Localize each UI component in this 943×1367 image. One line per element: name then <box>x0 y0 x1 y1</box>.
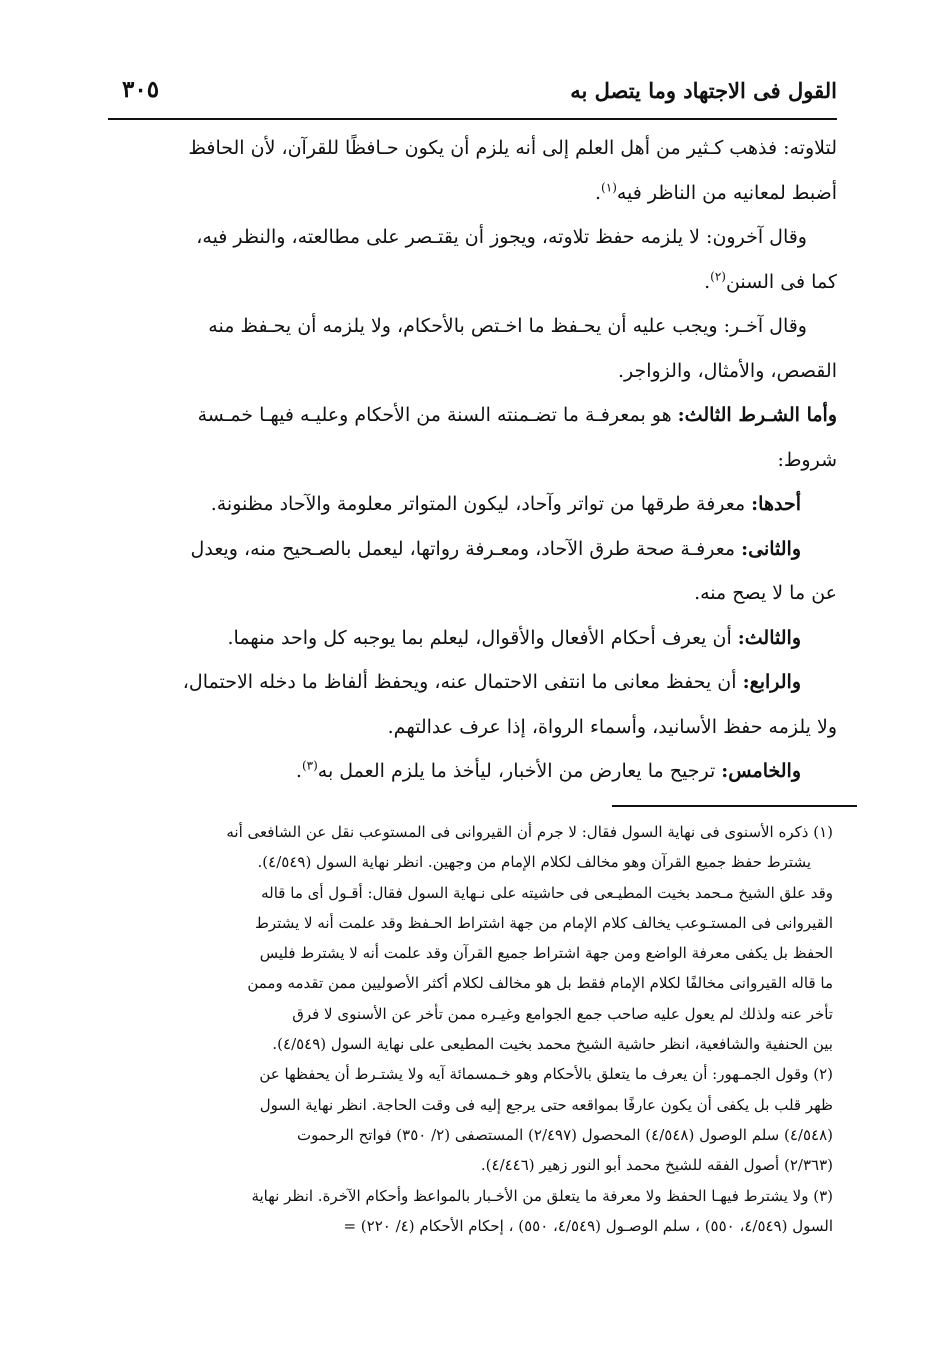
header-rule <box>108 118 837 120</box>
footnote-line: (٢/٣٦٣) أصول الفقه للشيخ محمد أبو النور زهير (٤/٤٤٦). <box>480 1156 833 1175</box>
list-item: والثانى: معرفـة صحة طرق الآحاد، ومعـرفة رواتها، ليعمل بالصـحيح منه، ويعدل <box>190 537 801 560</box>
section-heading: وأما الشـرط الثالث: <box>677 404 837 426</box>
footnote-ref[interactable]: (١) <box>601 180 617 195</box>
paragraph-line: أضبط لمعانيه من الناظر فيه$^{(١)}$. <box>595 180 837 204</box>
footnote-line: السول (٤/٥٤٩، ٥٥٠) ، سلم الوصـول (٤/٥٤٩، ٥٥٠) ، إحكام الأحكام (٤/ ٢٢٠) = <box>343 1216 833 1235</box>
paragraph-line: وقال آخـر: ويجب عليه أن يحـفظ ما اخـتص بالأحكام، ولا يلزمه أن يحـفظ منه <box>208 315 807 337</box>
list-item: والرابع: أن يحفظ معانى ما انتفى الاحتمال عنه، ويحفظ ألفاظ ما دخله الاحتمال، <box>182 671 801 693</box>
footnote-line: ما قاله القيروانى مخالفًا لكلام الإمام فقط بل هو مخالف لكلام أكثر الأصوليين ممن تقدمه وممن <box>247 974 833 993</box>
footnote-line: (٣) ولا يشترط فيهـا الحفظ ولا معرفة ما يتعلق من الأخـبار بالمواعظ وأحكام الآخرة. انظر نهاية <box>251 1186 833 1205</box>
paragraph-line: ولا يلزمه حفظ الأسانيد، وأسماء الرواة، إذا عرف عدالتهم. <box>387 715 837 738</box>
footnote-line: يشترط حفظ جميع القرآن وهو مخالف لكلام الإمام من وجهين. انظر نهاية السول (٤/٥٤٩). <box>257 853 811 872</box>
item-label: والخامس: <box>721 760 801 782</box>
paragraph-line: عن ما لا يصح منه. <box>694 582 837 604</box>
footnote-line: القيروانى فى المستـوعب يخالف كلام الإمام من جهة اشتراط الحـفظ وقد علمت أنه لا يشترط <box>255 913 833 932</box>
footnote-line: وقد علق الشيخ مـحمد بخيت المطيـعى فى حاشيته على نـهاية السول فقال: أقـول أى ما قاله <box>261 883 833 902</box>
paragraph-line: وأما الشـرط الثالث: هو بمعرفـة ما تضـمنته السنة من الأحكام وعليـه فيهـا خمـسة <box>197 404 837 426</box>
list-item: والثالث: أن يعرف أحكام الأفعال والأقوال، ليعلم بما يوجبه كل واحد منهما. <box>227 626 801 649</box>
footnote-line: (٢) وقول الجمـهور: أن يعرف ما يتعلق بالأحكام وهو خـمسمائة آيه ولا يشتـرط أن يحفظها عن <box>259 1065 833 1084</box>
running-header <box>108 72 837 112</box>
paragraph-line: كما فى السنن$^{(٢)}$. <box>704 269 837 293</box>
main-text <box>108 126 837 794</box>
paragraph-line: لتلاوته: فذهب كـثير من أهل العلم إلى أنه يلزم أن يكون حـافظًا للقرآن، لأن الحافظ <box>188 137 837 159</box>
paragraph-line: شروط: <box>777 448 837 471</box>
footnotes <box>108 817 833 1241</box>
footnote-ref[interactable]: (٣) <box>301 758 318 773</box>
list-item: أحدها: معرفة طرقها من تواتر وآحاد، ليكون المتواتر معلومة والآحاد مظنونة. <box>210 493 801 515</box>
item-label: والثانى: <box>741 537 801 560</box>
running-title: القول فى الاجتهاد وما يتصل به <box>570 78 837 103</box>
item-label: والرابع: <box>742 671 801 693</box>
footnote-line: (٤/٥٤٨) سلم الوصول (٤/٥٤٨) المحصول (٢/٤٩٧) المستصفى (٢/ ٣٥٠) فواتح الرحموت <box>297 1125 833 1144</box>
footnote-line: ظهر قلب بل يكفى أن يكون عارفًا بمواقعه حتى يرجع إليه فى وقت الحاجة. انظر نهاية السول <box>259 1095 833 1114</box>
item-label: أحدها: <box>751 493 801 515</box>
paragraph-line: وقال آخرون: لا يلزمه حفظ تلاوته، ويجوز أن يقتـصر على مطالعته، والنظر فيه، <box>196 226 807 248</box>
page-number: ٣٠٥ <box>122 76 160 103</box>
list-item: والخامس: ترجيح ما يعارض من الأخبار، ليأخذ ما يلزم العمل به$^{(٣)}$. <box>295 758 801 782</box>
footnote-line: تأخر عنه ولذلك لم يعول عليه صاحب جمع الجوامع وغيـره ممن تأخر عن الأسنوى لا فرق <box>292 1004 833 1023</box>
item-label: والثالث: <box>737 626 801 649</box>
footnote-rule <box>612 805 857 807</box>
footnote-line: بين الحنفية والشافعية، انظر حاشية الشيخ محمد بخيت المطيعى على نهاية السول (٤/٥٤٩). <box>272 1035 833 1054</box>
paragraph-line: القصص، والأمثال، والزواجر. <box>617 359 837 382</box>
footnote-line: الحفظ بل يكفى معرفة الواضع ومن جهة اشتراط جميع القرآن وقد علمت أنه لا يشترط فليس <box>259 944 833 963</box>
footnote-ref[interactable]: (٢) <box>710 269 726 284</box>
footnote-line: (١) ذكره الأسنوى فى نهاية السول فقال: لا جرم أن القيروانى فى المستوعب نقل عن الشافعى أنه <box>226 823 833 841</box>
